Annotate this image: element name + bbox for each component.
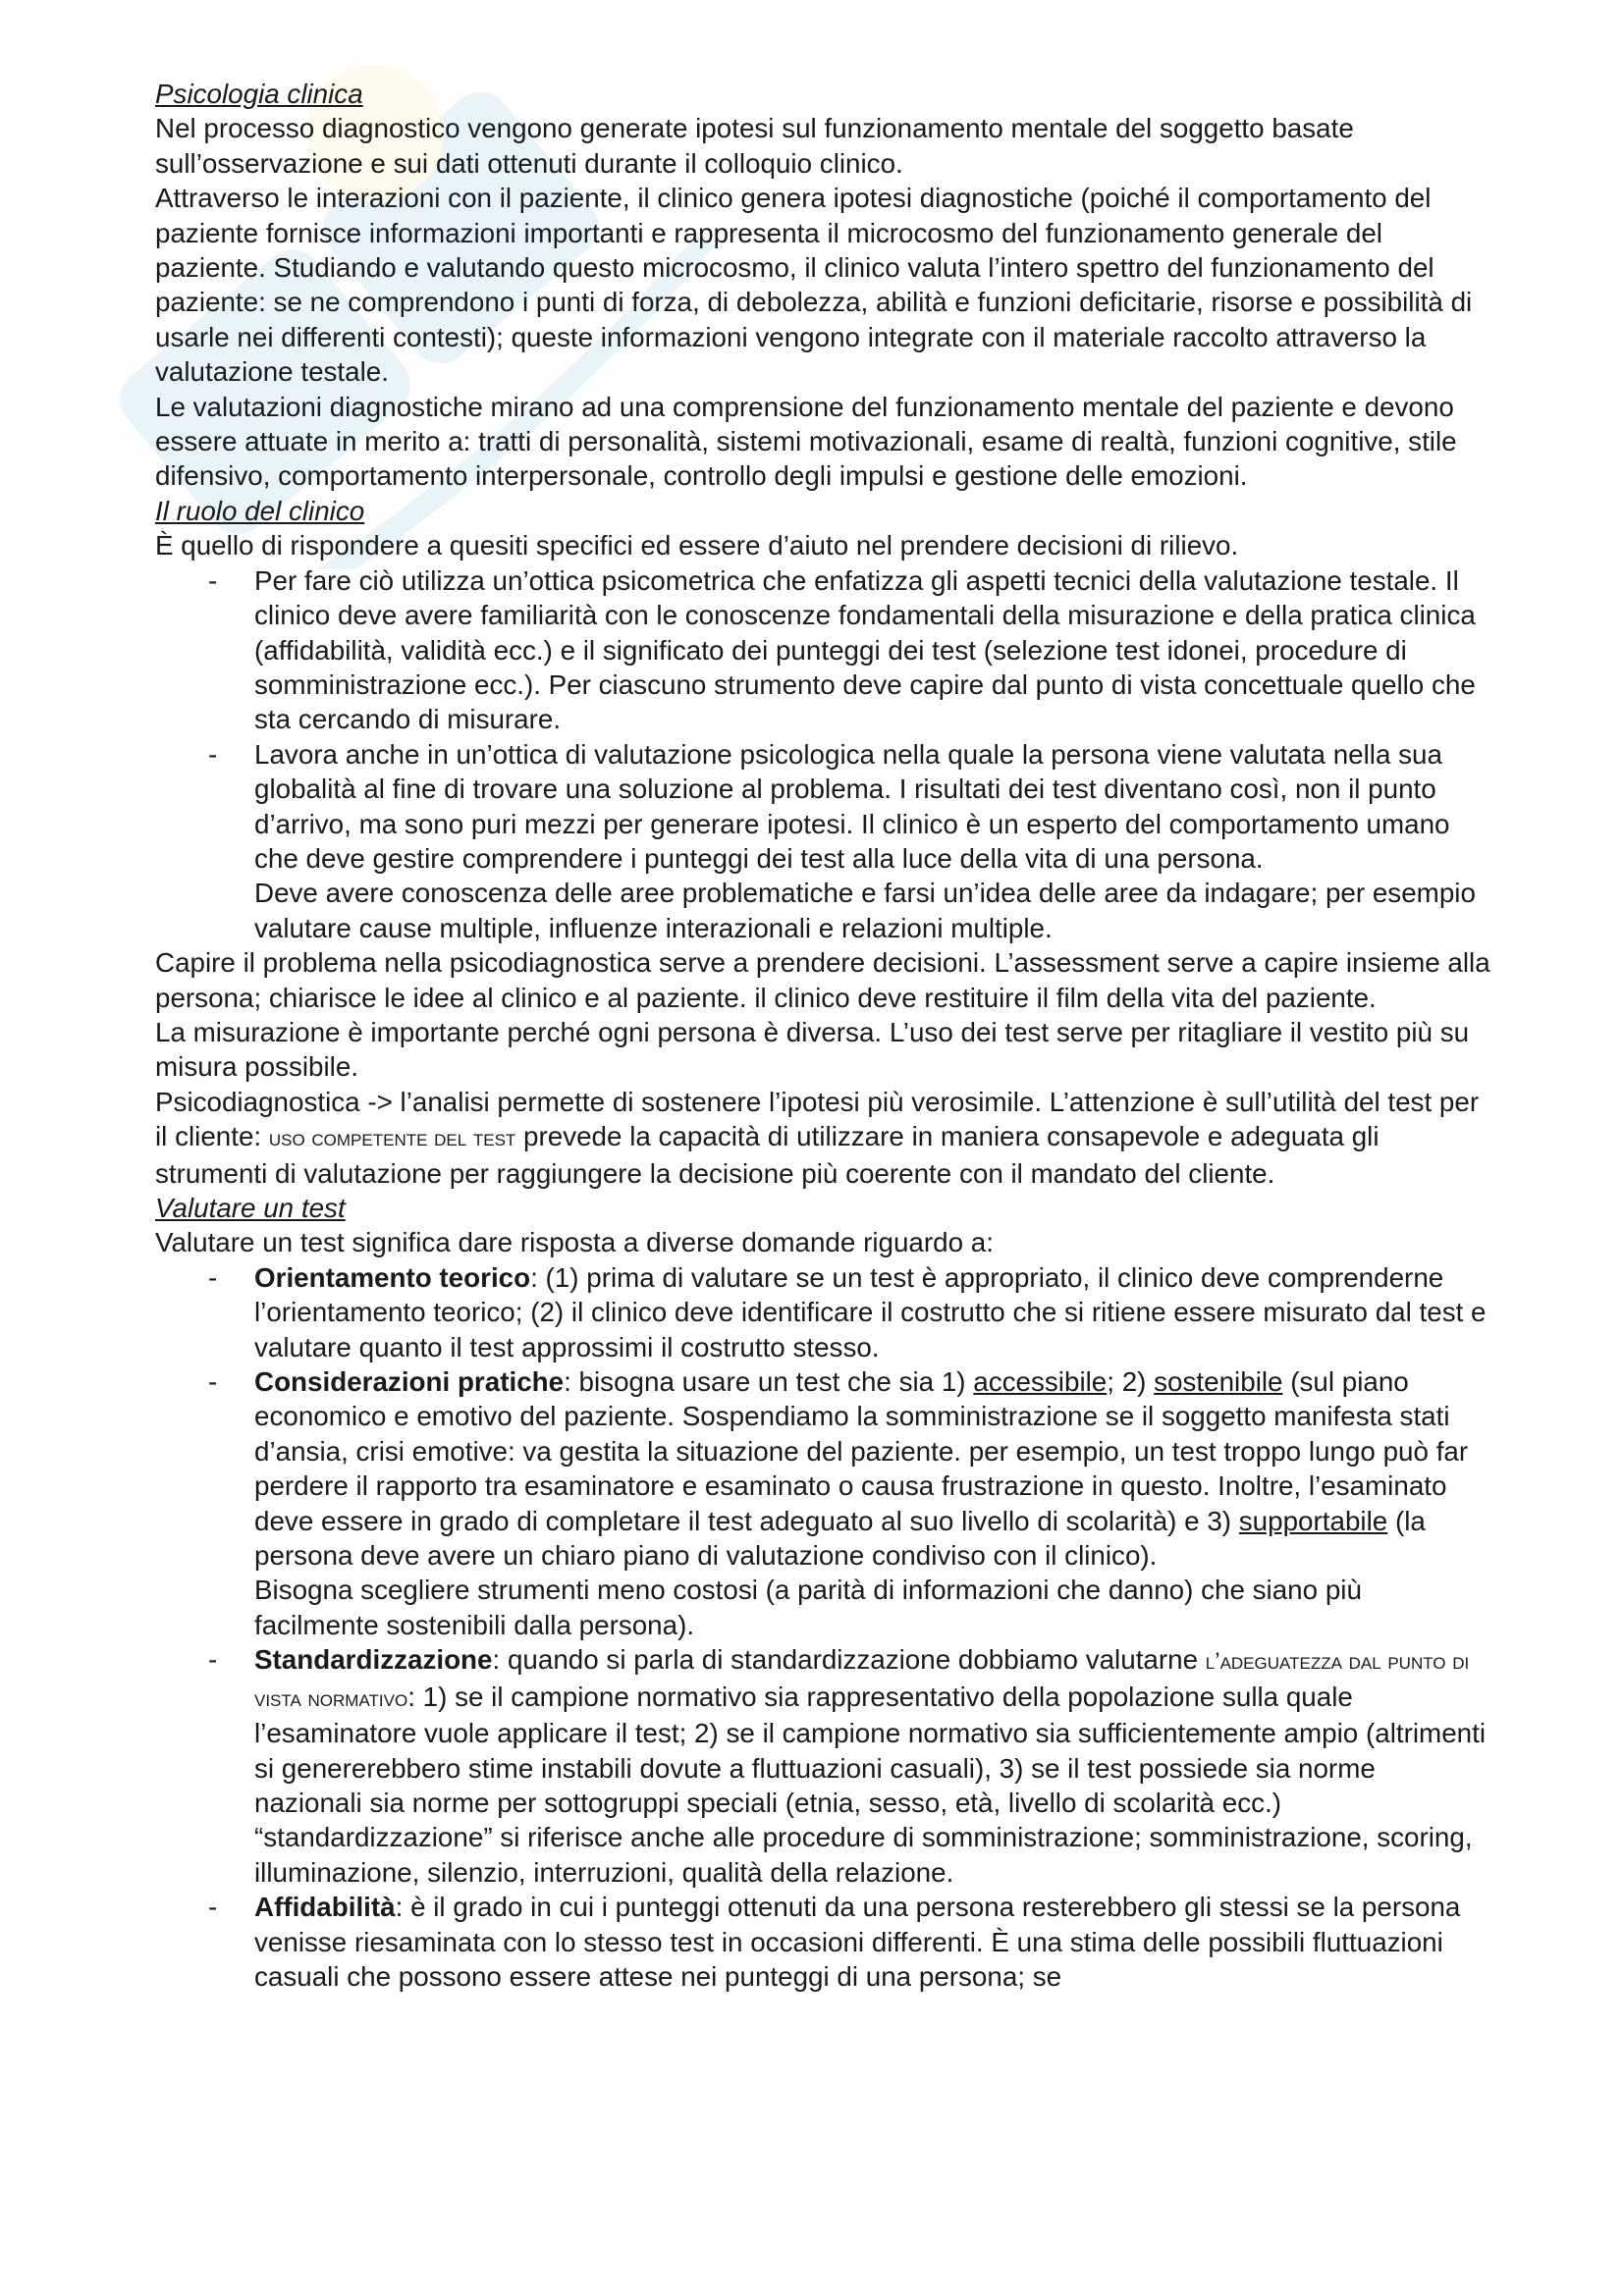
bullet-dash: - [208, 1366, 218, 1398]
bullet-dash: - [208, 1261, 218, 1293]
list-item [155, 1890, 1490, 1994]
term-label: Standardizzazione [254, 1644, 493, 1676]
text-run: : (1) prima di valutare se un test è appropriato, il clinico deve comprenderne l’orientamento teorico; (2) il clinico deve identificare il costrutto che si ritiene essere misurato dal test e valutare quanto il test approssimi il costrutto stesso. [254, 1261, 1487, 1362]
text-run: (sul piano economico e emotivo del paziente. Sospendiamo la somministrazione se il soggetto manifesta stati d’ansia, crisi emotive: va gestita la situazione del paziente. per esempio, un test troppo lungo può far perdere il rapporto tra esaminatore e esaminato o causa frustrazione in questo. Inoltre, l’esaminato deve essere in grado di completare il test adeguato al suo livello di scolarità) e 3) [254, 1366, 1469, 1536]
list-item-continuation: Deve avere conoscenza delle aree problematiche e farsi un’idea delle aree da indagare; per esempio valutare cause multiple, influenze interazionali e relazioni multiple. [254, 878, 1476, 943]
underlined-term: supportabile [1238, 1505, 1388, 1536]
bullet-dash: - [208, 1644, 218, 1676]
term-label: Orientamento teorico [254, 1261, 531, 1293]
text-run: : è il grado in cui i punteggi ottenuti da una persona resterebbero gli stessi se la persona venisse riesaminata con lo stesso test in occasioni differenti. È una stima delle possibili fluttuazioni casuali che possono essere attese nei punteggi di una persona; se [254, 1892, 1461, 1992]
text-run: : quando si parla di standardizzazione dobbiamo valutarne [492, 1644, 1206, 1676]
paragraph: La misurazione è importante perché ogni persona è diversa. L’uso dei test serve per ritagliare il vestito più su misura possibile. [155, 1016, 1470, 1083]
list-item-continuation: “standardizzazione” si riferisce anche alle procedure di somministrazione; somministrazione, scoring, illuminazione, silenzio, interruzioni, qualità della relazione. [254, 1822, 1473, 1888]
bullet-dash: - [208, 738, 218, 770]
section-heading-valutare-test: Valutare un test [155, 1193, 346, 1223]
list-item [155, 563, 1490, 737]
paragraph [155, 1085, 1490, 1191]
document-page [155, 77, 1490, 1994]
text-run: Psicodiagnostica -> l’analisi permette di sostenere l’ipotesi più verosimile. L’attenzione è sull’utilità del test per il cliente: [155, 1086, 1480, 1152]
paragraph: È quello di rispondere a quesiti specifici ed essere d’aiuto nel prendere decisioni di rilievo. [155, 530, 1239, 561]
text-run: : 1) se il campione normativo sia rappresentativo della popolazione sulla quale l’esaminatore vuole applicare il test; 2) se il campione normativo sia sufficientemente ampio (altrimenti si genererebbero stime instabili dovute a fluttuazioni casuali), 3) se il test possiede sia norme nazionali sia norme per sottogruppi speciali (etnia, sesso, età, livello di scolarità ecc.) [254, 1681, 1487, 1818]
small-caps-term: uso competente del test [268, 1125, 516, 1152]
paragraph: Attraverso le interazioni con il paziente, il clinico genera ipotesi diagnostiche (poiché il comportamento del paziente fornisce informazioni importanti e rappresenta il microcosmo del funzionamento generale del paziente. Studiando e valutando questo microcosmo, il clinico valuta l’intero spettro del funzionamento del paziente: se ne comprendono i punti di forza, di debolezza, abilità e funzioni deficitarie, risorse e possibilità di usarle nei differenti contesti); queste informazioni vengono integrate con il materiale raccolto attraverso la valutazione testale. [155, 183, 1473, 388]
term-label: Affidabilità [254, 1892, 396, 1923]
list-item [155, 1260, 1490, 1364]
paragraph: Nel processo diagnostico vengono generate ipotesi sul funzionamento mentale del soggetto basate sull’osservazione e sui dati ottenuti durante il colloquio clinico. [155, 113, 1354, 179]
paragraph: Valutare un test significa dare risposta a diverse domande riguardo a: [155, 1227, 994, 1258]
text-run: : bisogna usare un test che sia 1) [564, 1366, 974, 1398]
small-caps-term: l’adeguatezza dal punto di vista normativo [254, 1648, 1470, 1712]
text-run: (la persona deve avere un chiaro piano di valutazione condiviso con il clinico). [254, 1505, 1426, 1572]
bullet-dash: - [208, 564, 218, 596]
text-run: ; 2) [1107, 1366, 1155, 1398]
list-item-continuation: Bisogna scegliere strumenti meno costosi (a parità di informazioni che danno) che siano più facilmente sostenibili dalla persona). [254, 1575, 1362, 1640]
underlined-term: sostenibile [1154, 1366, 1283, 1398]
paragraph: Capire il problema nella psicodiagnostica serve a prendere decisioni. L’assessment serve a capire insieme alla persona; chiarisce le idee al clinico e al paziente. il clinico deve restituire il film della vita del paziente. [155, 947, 1490, 1013]
list-item-text: Per fare ciò utilizza un’ottica psicometrica che enfatizza gli aspetti tecnici della valutazione testale. Il clinico deve avere familiarità con le conoscenze fondamentali della misurazione e della pratica clinica (affidabilità, validità ecc.) e il significato dei punteggi dei test (selezione test idonei, procedure di somministrazione ecc.). Per ciascuno strumento deve capire dal punto di vista concettuale quello che sta cercando di misurare. [254, 564, 1476, 735]
list-item-text: Lavora anche in un’ottica di valutazione psicologica nella quale la persona viene valutata nella sua globalità al fine di trovare una soluzione al problema. I risultati dei test diventano così, non il punto d’arrivo, ma sono puri mezzi per generare ipotesi. Il clinico è un esperto del comportamento umano che deve gestire comprendere i punteggi dei test alla luce della vita di una persona. [254, 738, 1450, 874]
underlined-term: accessibile [973, 1366, 1108, 1398]
bullet-dash: - [208, 1892, 218, 1923]
paragraph: Le valutazioni diagnostiche mirano ad una comprensione del funzionamento mentale del paziente e devono essere attuate in merito a: tratti di personalità, sistemi motivazionali, esame di realtà, funzioni cognitive, stile difensivo, comportamento interpersonale, controllo degli impulsi e gestione delle emozioni. [155, 391, 1457, 492]
text-run: prevede la capacità di utilizzare in maniera consapevole e adeguata gli strumenti di valutazione per raggiungere la decisione più coerente con il mandato del cliente. [155, 1121, 1380, 1189]
list-item [155, 737, 1490, 877]
section-heading-ruolo-clinico: Il ruolo del clinico [155, 495, 365, 526]
term-label: Considerazioni pratiche [254, 1366, 565, 1398]
list-item [155, 1364, 1490, 1573]
section-heading-psicologia-clinica: Psicologia clinica [155, 79, 363, 109]
list-item [155, 1642, 1490, 1820]
